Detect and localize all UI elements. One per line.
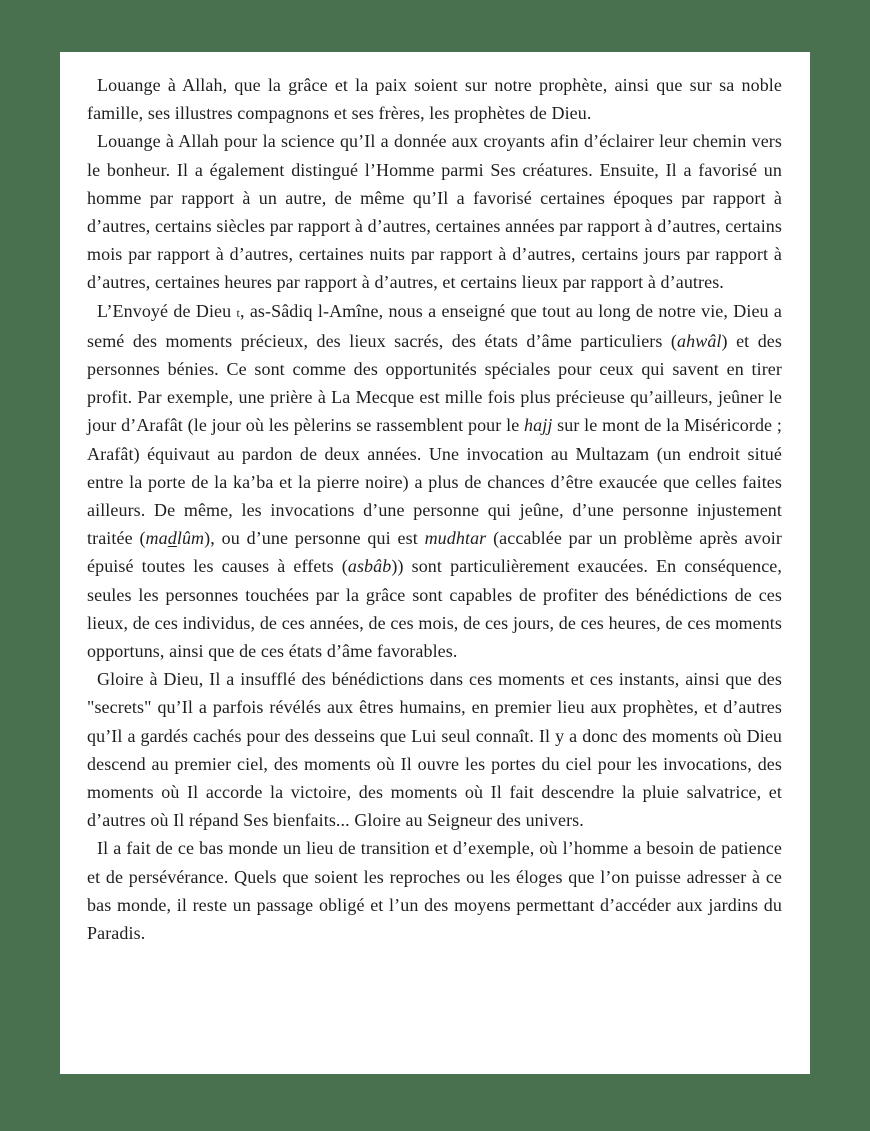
text-segment: mudhtar [424, 528, 487, 549]
text-segment: Il a fait de ce bas monde un lieu de transition et d’exemple, où l’homme a besoin de patience et de persévérance. Quels que soient les reproches ou les éloges que l’on puisse adresser à ce bas monde, il reste un passage obligé et l’un des moyens permettant d’accéder aux jardins du Paradis. [87, 838, 782, 944]
paragraph [87, 834, 782, 947]
text-segment: asbâb [347, 556, 392, 577]
text-segment: ), ou d’une personne qui est [204, 528, 425, 549]
paragraph [87, 71, 782, 127]
document-page [60, 52, 810, 1074]
text-segment: hajj [524, 415, 553, 436]
text-segment: ma [145, 528, 168, 549]
paragraph [87, 297, 782, 666]
paragraph [87, 665, 782, 834]
text-segment: Louange à Allah pour la science qu’Il a donnée aux croyants afin d’éclairer leur chemin vers le bonheur. Il a également distingué l’Homme parmi Ses créatures. Ensuite, Il a favorisé un homme par rapport à un autre, de même qu’Il a favorisé certaines époques par rapport à d’autres, certains siècles par rapport à d’autres, certaines années par rapport à d’autres, certains mois par rapport à d’autres, certaines nuits par rapport à d’autres, certains jours par rapport à d’autres, certaines heures par rapport à d’autres, et certains lieux par rapport à d’autres. [87, 131, 782, 293]
text-segment: (accablée par un problème après avoir épuisé toutes les causes à effets ( [87, 528, 783, 577]
text-segment: t [236, 305, 240, 320]
text-segment: )) sont particulièrement exaucées. En conséquence, seules les personnes touchées par la grâce sont capables de profiter des bénédictions de ces lieux, de ces individus, de ces années, de ces mois, de ces jours, de ces heures, de ces moments opportuns, ainsi que de ces états d’âme favorables. [87, 556, 782, 662]
text-segment: , as-Sâdiq l-Amîne, nous a enseigné que tout au long de notre vie, Dieu a semé des moments précieux, des lieux sacrés, des états d’âme particuliers ( [87, 300, 782, 351]
paragraph [87, 127, 782, 296]
text-segment: Louange à Allah, que la grâce et la paix soient sur notre prophète, ainsi que sur sa noble famille, ses illustres compagnons et ses frères, les prophètes de Dieu. [87, 75, 782, 124]
text-segment: d [167, 528, 177, 549]
text-segment: L’Envoyé de Dieu [97, 300, 237, 321]
text-segment: ahwâl [677, 330, 722, 351]
page-text [87, 71, 782, 947]
text-segment: ) et des personnes bénies. Ce sont comme des opportunités spéciales pour ceux qui savent en tirer profit. Par exemple, une prière à La Mecque est mille fois plus précieuse qu’ailleurs, jeûner le jour d’Arafât (le jour où les pèlerins se rassemblent pour le [87, 330, 783, 436]
text-segment: lûm [176, 528, 205, 549]
text-segment: sur le mont de la Miséricorde ; Arafât) équivaut au pardon de deux années. Une invocation au Multazam (un endroit situé entre la porte de la ka’ba et la pierre noire) a plus de chances d’être exaucée que celles faites ailleurs. De même, les invocations d’une personne qui jeûne, d’une personne injustement traitée ( [87, 415, 782, 549]
text-segment: Gloire à Dieu, Il a insufflé des bénédictions dans ces moments et ces instants, ainsi que des "secrets" qu’Il a parfois révélés aux êtres humains, en premier lieu aux prophètes, et d’autres qu’Il a gardés cachés pour des desseins que Lui seul connaît. Il y a donc des moments où Dieu descend au premier ciel, des moments où Il ouvre les portes du ciel pour les invocations, des moments où Il accorde la victoire, des moments où Il fait descendre la pluie salvatrice, et d’autres où Il répand Ses bienfaits... Gloire au Seigneur des univers. [87, 669, 782, 831]
